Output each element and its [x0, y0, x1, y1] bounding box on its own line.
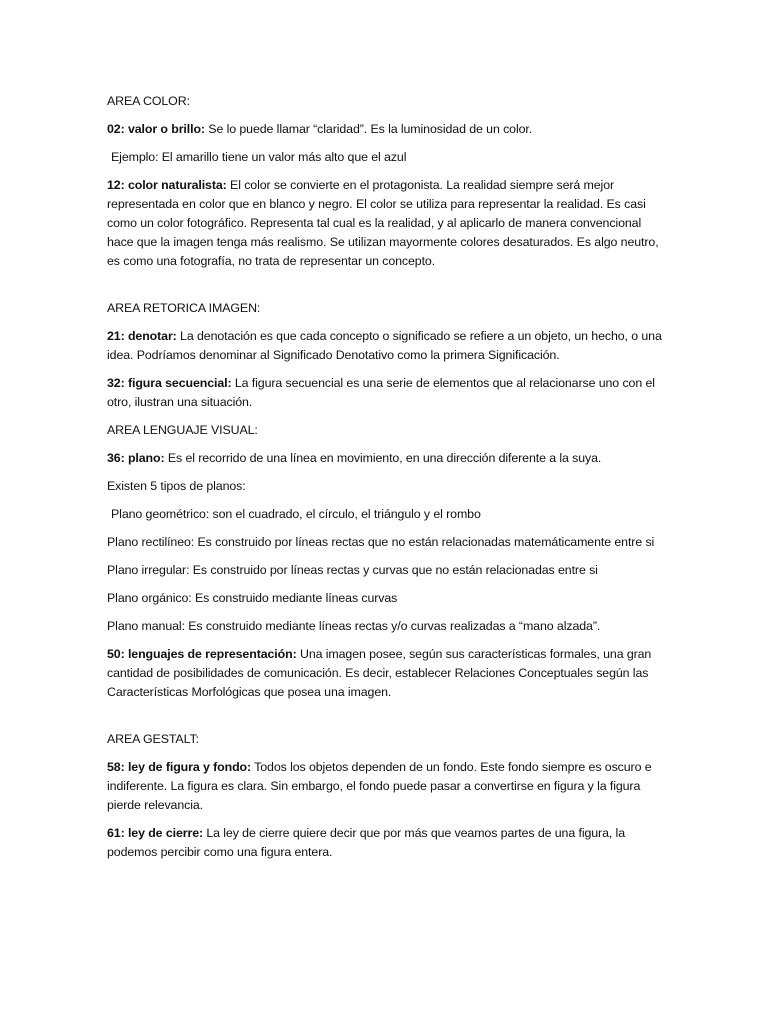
paragraph-text: Plano orgánico: Es construido mediante líneas curvas [107, 591, 398, 605]
paragraph-text: Plano irregular: Es construido por líneas rectas y curvas que no están relacionadas entre si [107, 563, 598, 577]
section-heading: AREA COLOR: [107, 94, 190, 108]
term-label: 61: ley de cierre: [107, 826, 204, 840]
term-label: 21: denotar: [107, 329, 177, 343]
paragraph-text: La ley de cierre quiere decir que por más que veamos partes de una figura, la podemos percibir como una figura entera. [107, 826, 626, 859]
paragraph-text: La denotación es que cada concepto o significado se refiere a un objeto, un hecho, o una idea. Podríamos denominar al Significado Denotativo como la primera Significación. [107, 329, 662, 362]
paragraph [107, 561, 668, 580]
paragraph [107, 645, 668, 702]
paragraph [107, 374, 668, 412]
term-label: 32: figura secuencial: [107, 376, 232, 390]
term-label: 58: ley de figura y fondo: [107, 760, 252, 774]
paragraph-text: La figura secuencial es una serie de elementos que al relacionarse uno con el otro, ilustran una situación. [107, 376, 655, 409]
section-spacer [107, 280, 668, 299]
paragraph [107, 533, 668, 552]
section-heading: AREA GESTALT: [107, 732, 199, 746]
term-label: 36: plano: [107, 451, 165, 465]
paragraph [107, 449, 668, 468]
term-label: 02: valor o brillo: [107, 122, 205, 136]
paragraph-text: Es el recorrido de una línea en movimiento, en una dirección diferente a la suya. [164, 451, 602, 465]
paragraph-text: Plano geométrico: son el cuadrado, el círculo, el triángulo y el rombo [111, 507, 481, 521]
paragraph-text: Todos los objetos dependen de un fondo. Este fondo siempre es oscuro e indiferente. La figura es clara. Sin embargo, el fondo puede pasar a convertirse en figura y la figura pierde relevancia. [107, 760, 652, 812]
paragraph [107, 477, 668, 496]
section-heading: AREA LENGUAJE VISUAL: [107, 423, 258, 437]
paragraph-text: Plano manual: Es construido mediante líneas rectas y/o curvas realizadas a “mano alzada”. [107, 619, 601, 633]
paragraph-text: El color se convierte en el protagonista. La realidad siempre será mejor representada en color que en blanco y negro. El color se utiliza para representar la realidad. Es casi como un color fotográfico. Representa tal cual es la realidad, y al aplicarlo de manera convencional hace que la imagen tenga más realismo. Se utilizan mayormente colores desaturados. Es algo neutro, es como una fotografía, no trata de representar un concepto. [107, 178, 659, 268]
paragraph-text: Existen 5 tipos de planos: [107, 479, 246, 493]
paragraph [107, 824, 668, 862]
paragraph-text: Una imagen posee, según sus características formales, una gran cantidad de posibilidades de comunicación. Es decir, establecer Relaciones Conceptuales según las Características Morfológicas que posea una imagen. [107, 647, 652, 699]
paragraph [107, 327, 668, 365]
section-spacer [107, 711, 668, 730]
paragraph [107, 505, 668, 524]
term-label: 12: color naturalista: [107, 178, 227, 192]
paragraph [107, 176, 668, 271]
section-heading: AREA RETORICA IMAGEN: [107, 301, 261, 315]
paragraph [107, 589, 668, 608]
paragraph [107, 120, 668, 139]
paragraph [107, 758, 668, 815]
paragraph-text: Plano rectilíneo: Es construido por líneas rectas que no están relacionadas matemáticamente entre si [107, 535, 655, 549]
paragraph [107, 617, 668, 636]
paragraph-text: Ejemplo: El amarillo tiene un valor más alto que el azul [111, 150, 407, 164]
paragraph-text: Se lo puede llamar “claridad”. Es la luminosidad de un color. [204, 122, 533, 136]
paragraph [107, 148, 668, 167]
term-label: 50: lenguajes de representación: [107, 647, 297, 661]
